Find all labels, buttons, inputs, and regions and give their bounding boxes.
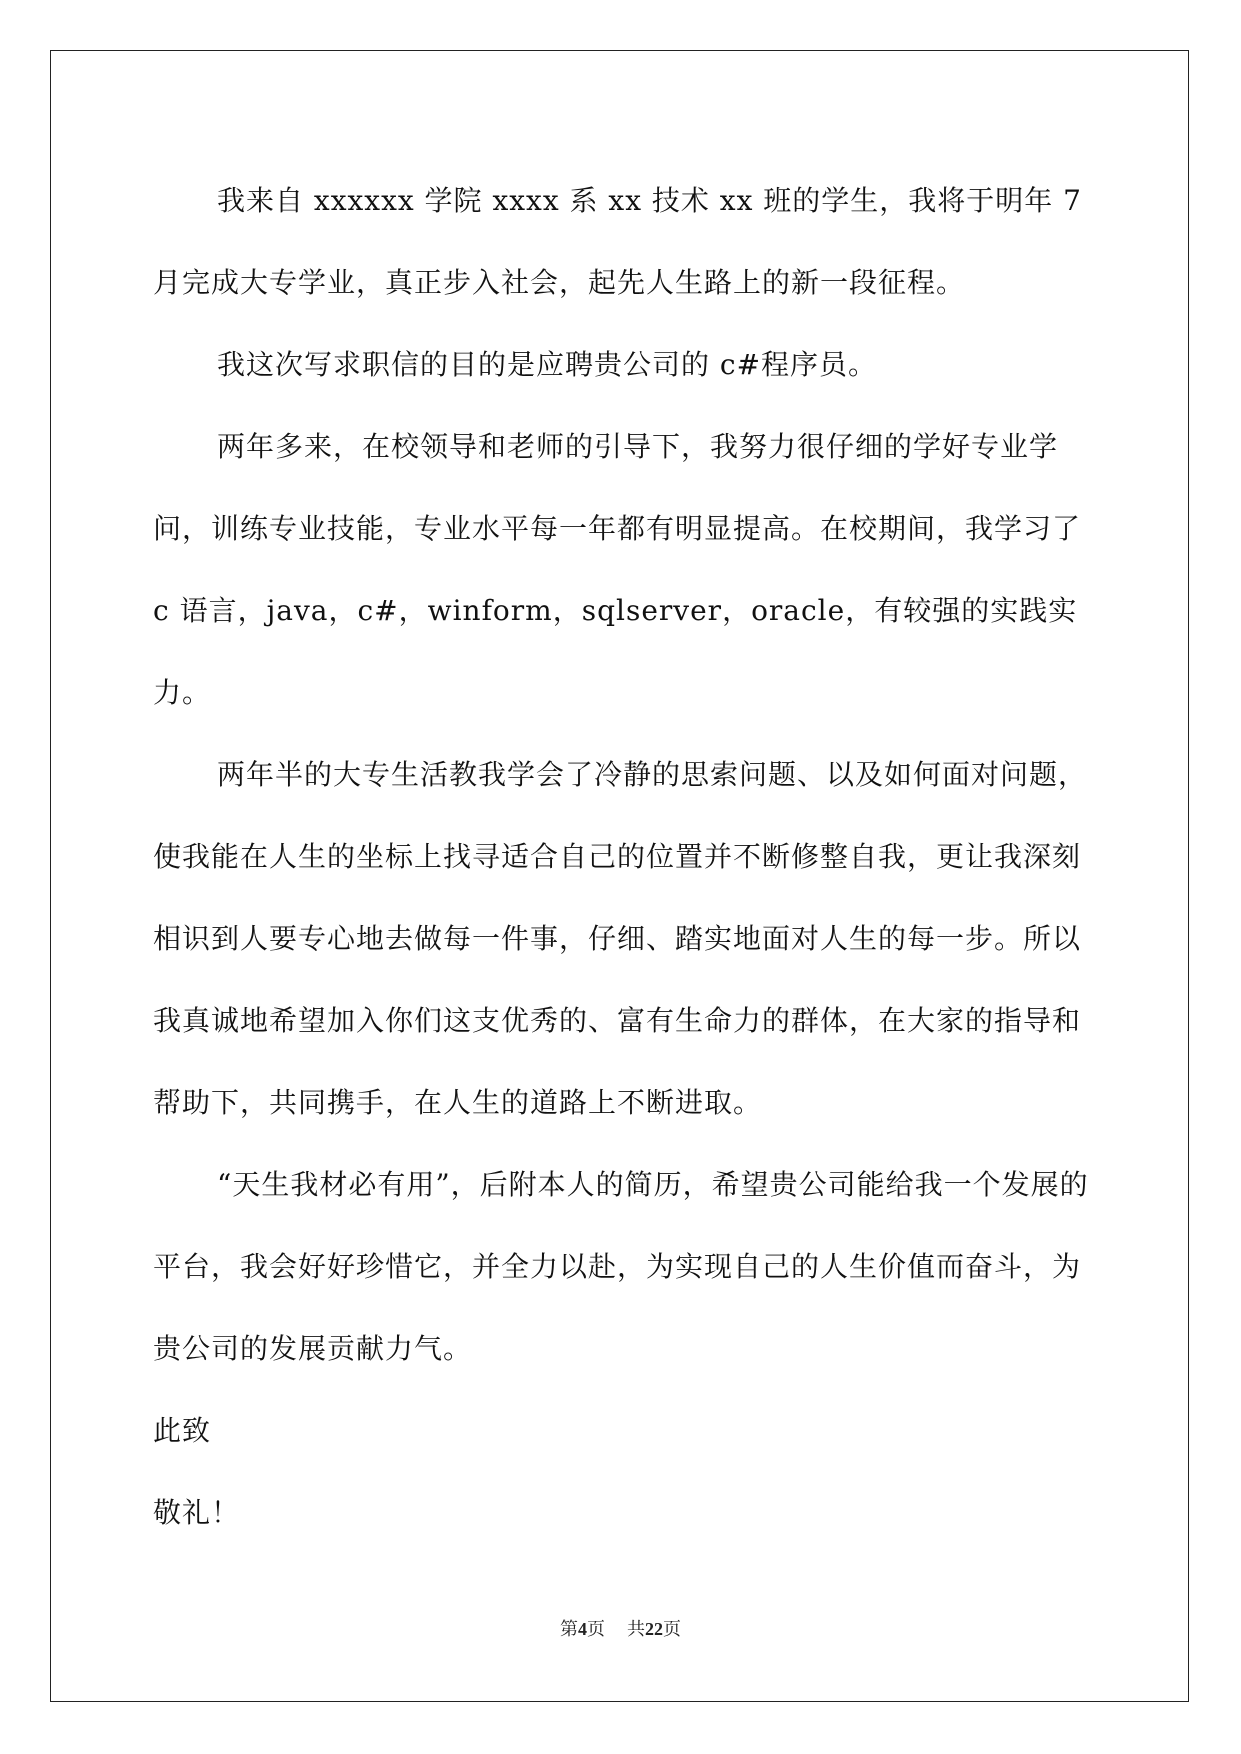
footer-page-suffix: 页 <box>587 1619 605 1639</box>
paragraph-conclusion: “天生我材必有用”，后附本人的简历，希望贵公司能给我一个发展的平台，我会好好珍惜它，并全力以赴，为实现自己的人生价值而奋斗，为贵公司的发展贡献力气。 <box>153 1168 1089 1365</box>
paragraph-experience: 两年半的大专生活教我学会了冷静的思索问题、以及如何面对问题，使我能在人生的坐标上找寻适合自己的位置并不断修整自我，更让我深刻相识到人要专心地去做每一件事，仔细、踏实地面对人生的每一步。所以我真诚地希望加入你们这支优秀的、富有生命力的群体，在大家的指导和帮助下，共同携手，在人生的道路上不断进取。 <box>153 758 1088 1119</box>
paragraph-intro: 我来自 xxxxxx 学院 xxxx 系 xx 技术 xx 班的学生，我将于明年 7 月完成大专学业，真正步入社会，起先人生路上的新一段征程。 <box>153 184 1092 299</box>
paragraph-purpose: 我这次写求职信的目的是应聘贵公司的 c#程序员。 <box>217 348 878 381</box>
footer-prefix: 第 <box>560 1619 578 1639</box>
total-page-number: 22 <box>645 1619 663 1639</box>
salutation-line: 敬礼！ <box>153 1496 241 1529</box>
paragraph-education: 两年多来，在校领导和老师的引导下，我努力很仔细的学好专业学问，训练专业技能，专业水平每一年都有明显提高。在校期间，我学习了 c 语言，java，c#，winform，sqlserver，oracle，有较强的实践实力。 <box>153 430 1091 709</box>
footer-total-prefix: 共 <box>627 1619 645 1639</box>
footer-total-suffix: 页 <box>663 1619 681 1639</box>
page-footer <box>0 1615 1241 1641</box>
letter-body <box>153 160 1093 1554</box>
current-page-number: 4 <box>578 1619 587 1639</box>
closing-line: 此致 <box>153 1414 212 1447</box>
